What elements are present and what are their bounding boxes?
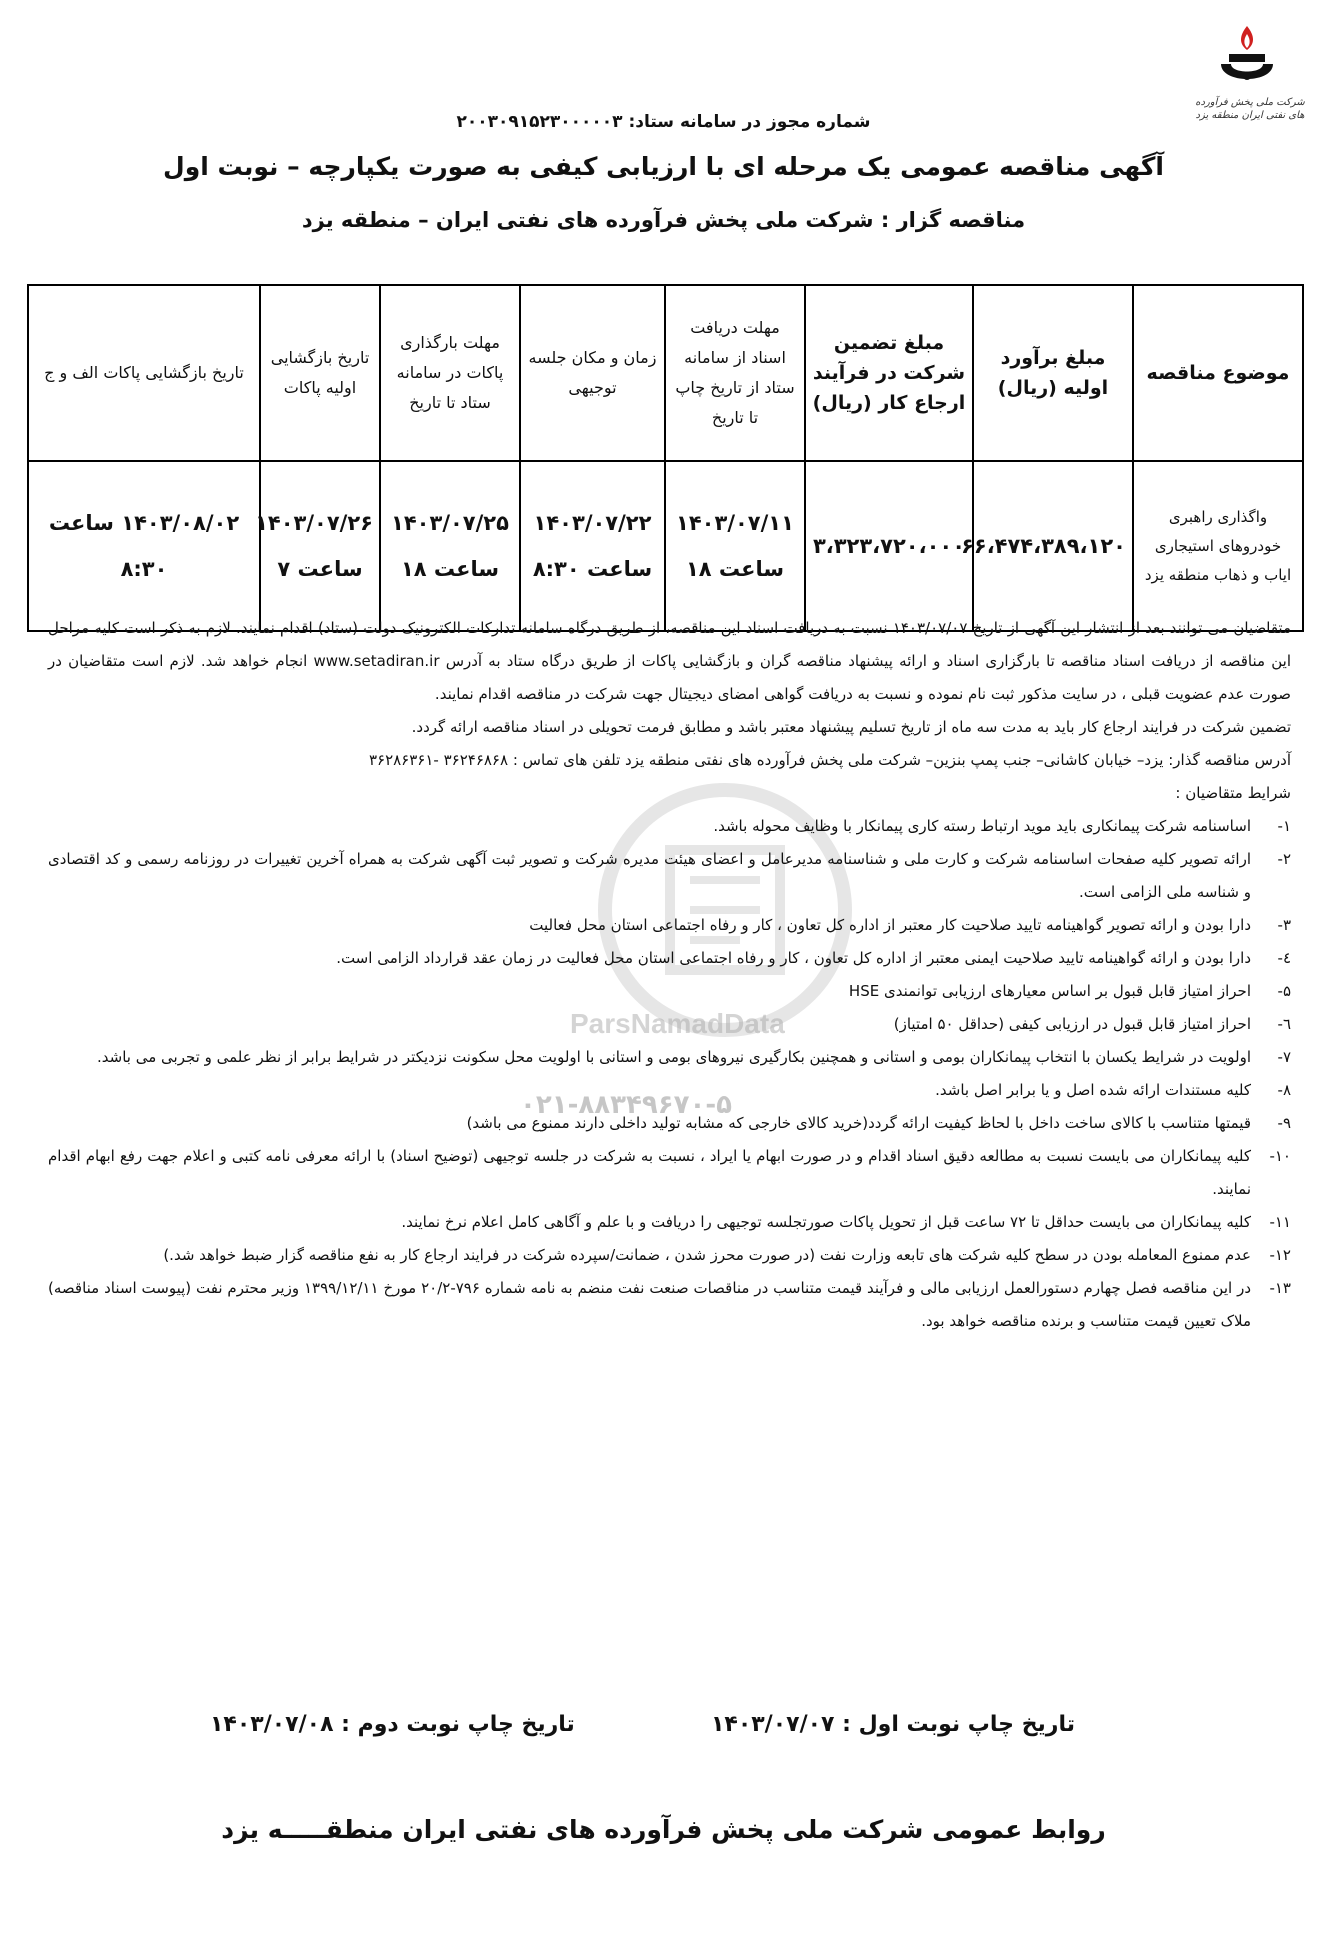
- condition-number: ۷-: [1277, 1048, 1291, 1066]
- intro-paragraph: متقاضیان می توانند بعد از انتشار این آگهی از تاریخ ۱۴۰۳/۰۷/۰۷ نسبت به دریافت اسناد این مناقصه، از طریق درگاه سامانه تدارکات الکترونیک دولت (ستاد) اقدام نمایند. لازم به ذکر است کلیه مراحل این مناقصه از دریافت اسناد مناقصه تا بارگزاری اسناد و ارائه پیشنهاد مناقصه گران و بازگشایی پاکات از طریق درگاه ستاد به آدرس www.setadiran.ir انجام خواهد شد. لازم است متقاضیان در صورت عدم عضویت قبلی ، در سایت مذکور ثبت نام نموده و نسبت به دریافت گواهی امضای دیجیتال جهت شرکت در مناقصه اقدام نمایند.: [48, 619, 1291, 703]
- watermark-brand: ParsNamadData: [570, 1008, 785, 1039]
- table-header: تاریخ بازگشایی اولیه پاکات: [260, 285, 380, 461]
- table-header: مهلت بارگذاری پاکات در سامانه ستاد تا تاریخ: [380, 285, 520, 461]
- condition-text: کلیه پیمانکاران می بایست حداقل تا ۷۲ ساعت قبل از تحویل پاکات صورتجلسه توجیهی را دریافت و با علم و آگاهی کامل اعلام نرخ نمایند.: [401, 1213, 1251, 1231]
- condition-text: ارائه تصویر کلیه صفحات اساسنامه شرکت و کارت ملی و شناسنامه مدیرعامل و اعضای هیئت مدیره شرکت و تصویر ثبت آگهی شرکت به همراه آخرین تغییرات در روزنامه رسمی و کد اقتصادی و شناسه ملی الزامی است.: [48, 850, 1251, 901]
- list-item: [48, 1206, 1291, 1239]
- issuer-line: مناقصه گزار : شرکت ملی پخش فرآورده های نفتی ایران – منطقه یزد: [301, 208, 1026, 232]
- condition-text: کلیه مستندات ارائه شده اصل و یا برابر اصل باشد.: [935, 1081, 1251, 1099]
- address-paragraph: آدرس مناقصه گذار: یزد– خیابان کاشانی– جنب پمپ بنزین– شرکت ملی پخش فرآورده های نفتی منطقه یزد تلفن های تماس : ۳۶۲۴۶۸۶۸ -۳۶۲۸۶۳۶۱: [368, 751, 1291, 769]
- table-header: موضوع مناقصه: [1133, 285, 1303, 461]
- table-cell-subject: واگذاری راهبری خودروهای استیجاری ایاب و ذهاب منطقه یزد: [1133, 461, 1303, 631]
- table-header: مبلغ برآورد اولیه (ریال): [973, 285, 1133, 461]
- table-header: تاریخ بازگشایی پاکات الف و ج: [28, 285, 260, 461]
- table-cell-doc-deadline: ۱۴۰۳/۰۷/۱۱ ساعت ۱۸: [665, 461, 805, 631]
- condition-text: دارا بودن و ارائه تصویر گواهینامه تایید صلاحیت کار معتبر از اداره کل تعاون ، کار و رفاه اجتماعی استان محل فعالیت: [529, 916, 1251, 934]
- condition-text: قیمتها متناسب با کالای ساخت داخل با لحاظ کیفیت ارائه گردد(خرید کالای خارجی که مشابه تولید داخلی دارند ممنوع می باشد): [466, 1114, 1251, 1132]
- list-item: [48, 975, 1291, 1008]
- table-cell-guarantee: ۳،۳۲۳،۷۲۰،۰۰۰: [805, 461, 973, 631]
- condition-text: عدم ممنوع المعامله بودن در سطح کلیه شرکت های تابعه وزارت نفت (در صورت محرز شدن ، ضمانت/سپرده شرکت در فرایند ارجاع کار به نفع مناقصه گزار ضبط خواهد شد.): [163, 1246, 1251, 1264]
- condition-text: احراز امتیاز قابل قبول بر اساس معیارهای ارزیابی توانمندی HSE: [848, 982, 1251, 1000]
- conditions-title: شرایط متقاضیان :: [1175, 784, 1291, 802]
- list-item: [48, 1239, 1291, 1272]
- tender-table: [27, 284, 1304, 632]
- condition-text: اولویت در شرایط یکسان با انتخاب پیمانکاران بومی و استانی و همچنین بکارگیری نیروهای بومی و استانی با اولویت محل سکونت نزدیکتر در شرایط برابر از نظر علمی و تجربی می باشد.: [97, 1048, 1251, 1066]
- condition-number: ۵-: [1277, 982, 1291, 1000]
- public-relations-footer: روابط عمومی شرکت ملی پخش فرآورده های نفتی ایران منطقـــــه یزد: [221, 1815, 1106, 1844]
- flame-logo-icon: [1199, 20, 1299, 100]
- condition-text: اساسنامه شرکت پیمانکاری باید موید ارتباط رسته کاری پیمانکار با وظایف محوله باشد.: [713, 817, 1251, 835]
- table-row: [28, 461, 1303, 631]
- list-item: [48, 1272, 1291, 1338]
- table-header: زمان و مکان جلسه توجیهی: [520, 285, 665, 461]
- condition-number: ۹-: [1277, 1114, 1291, 1132]
- table-header: مبلغ تضمین شرکت در فرآیند ارجاع کار (ریال): [805, 285, 973, 461]
- page-title: آگهی مناقصه عمومی یک مرحله ای با ارزیابی کیفی به صورت یکپارچه – نوبت اول: [163, 152, 1164, 181]
- watermark-phone: ۰۲۱-۸۸۳۴۹۶۷۰-۵: [520, 1090, 733, 1120]
- table-cell-upload-deadline: ۱۴۰۳/۰۷/۲۵ ساعت ۱۸: [380, 461, 520, 631]
- condition-number: ۲-: [1277, 850, 1291, 868]
- table-cell-briefing: ۱۴۰۳/۰۷/۲۲ ساعت ۸:۳۰: [520, 461, 665, 631]
- second-print-date: تاریخ چاپ نوبت دوم : ۱۴۰۳/۰۷/۰۸: [210, 1712, 575, 1737]
- condition-number: ۳-: [1277, 916, 1291, 934]
- condition-number: ۱۳-: [1269, 1279, 1291, 1297]
- list-item: [48, 1041, 1291, 1074]
- condition-text: احراز امتیاز قابل قبول در ارزیابی کیفی (حداقل ۵۰ امتیاز): [893, 1015, 1251, 1033]
- list-item: [48, 1140, 1291, 1206]
- condition-number: ۱-: [1277, 817, 1291, 835]
- table-header: مهلت دریافت اسناد از سامانه ستاد از تاریخ چاپ تا تاریخ: [665, 285, 805, 461]
- list-item: [48, 942, 1291, 975]
- condition-text: در این مناقصه فصل چهارم دستورالعمل ارزیابی مالی و فرآیند قیمت متناسب در مناقصات صنعت نفت منضم به نامه شماره ۷۹۶-۲۰/۲ مورخ ۱۳۹۹/۱۲/۱۱ وزیر محترم نفت (پیوست اسناد مناقصه) ملاک تعیین قیمت متناسب و برنده مناقصه خواهد بود.: [48, 1279, 1252, 1330]
- logo-caption: شرکت ملی پخش فرآورده های نفتی ایران منطقه یزد: [1195, 97, 1305, 121]
- list-item: [48, 810, 1291, 843]
- condition-number: ۱۱-: [1269, 1213, 1291, 1231]
- table-cell-final-opening: ۱۴۰۳/۰۸/۰۲ ساعت ۸:۳۰: [28, 461, 260, 631]
- first-print-date: تاریخ چاپ نوبت اول : ۱۴۰۳/۰۷/۰۷: [710, 1712, 1075, 1737]
- list-item: [48, 1107, 1291, 1140]
- table-cell-initial-opening: ۱۴۰۳/۰۷/۲۶ ساعت ۷: [260, 461, 380, 631]
- notice-body: [48, 612, 1291, 1338]
- list-item: [48, 843, 1291, 909]
- table-cell-estimate: ۶۶،۴۷۴،۳۸۹،۱۲۰: [973, 461, 1133, 631]
- list-item: [48, 1008, 1291, 1041]
- condition-number: ۸-: [1277, 1081, 1291, 1099]
- guarantee-paragraph: تضمین شرکت در فرایند ارجاع کار باید به مدت سه ماه از تاریخ تسلیم پیشنهاد معتبر باشد و مطابق فرمت تحویلی در اسناد مناقصه ارائه گردد.: [411, 718, 1291, 736]
- list-item: [48, 1074, 1291, 1107]
- permit-number: شماره مجوز در سامانه ستاد: ۲۰۰۳۰۹۱۵۲۳۰۰۰۰۰۳: [456, 112, 871, 132]
- condition-number: ٤-: [1277, 949, 1291, 967]
- conditions-list: [48, 810, 1291, 1338]
- list-item: [48, 909, 1291, 942]
- table-header-row: [28, 285, 1303, 461]
- condition-text: دارا بودن و ارائه گواهینامه تایید صلاحیت ایمنی معتبر از اداره کل تعاون ، کار و رفاه اجتماعی استان محل فعالیت در زمان عقد قرارداد الزامی است.: [336, 949, 1251, 967]
- condition-number: ٦-: [1277, 1015, 1291, 1033]
- condition-number: ۱۰-: [1269, 1147, 1291, 1165]
- condition-text: کلیه پیمانکاران می بایست نسبت به مطالعه دقیق اسناد اقدام و در صورت ابهام یا ایراد ، نسبت به شرکت در جلسه توجیهی (توضیح اسناد) با ارائه معرفی نامه کتبی و اعلام جهت رفع ابهام اقدام نمایند.: [48, 1147, 1251, 1198]
- condition-number: ۱۲-: [1269, 1246, 1291, 1264]
